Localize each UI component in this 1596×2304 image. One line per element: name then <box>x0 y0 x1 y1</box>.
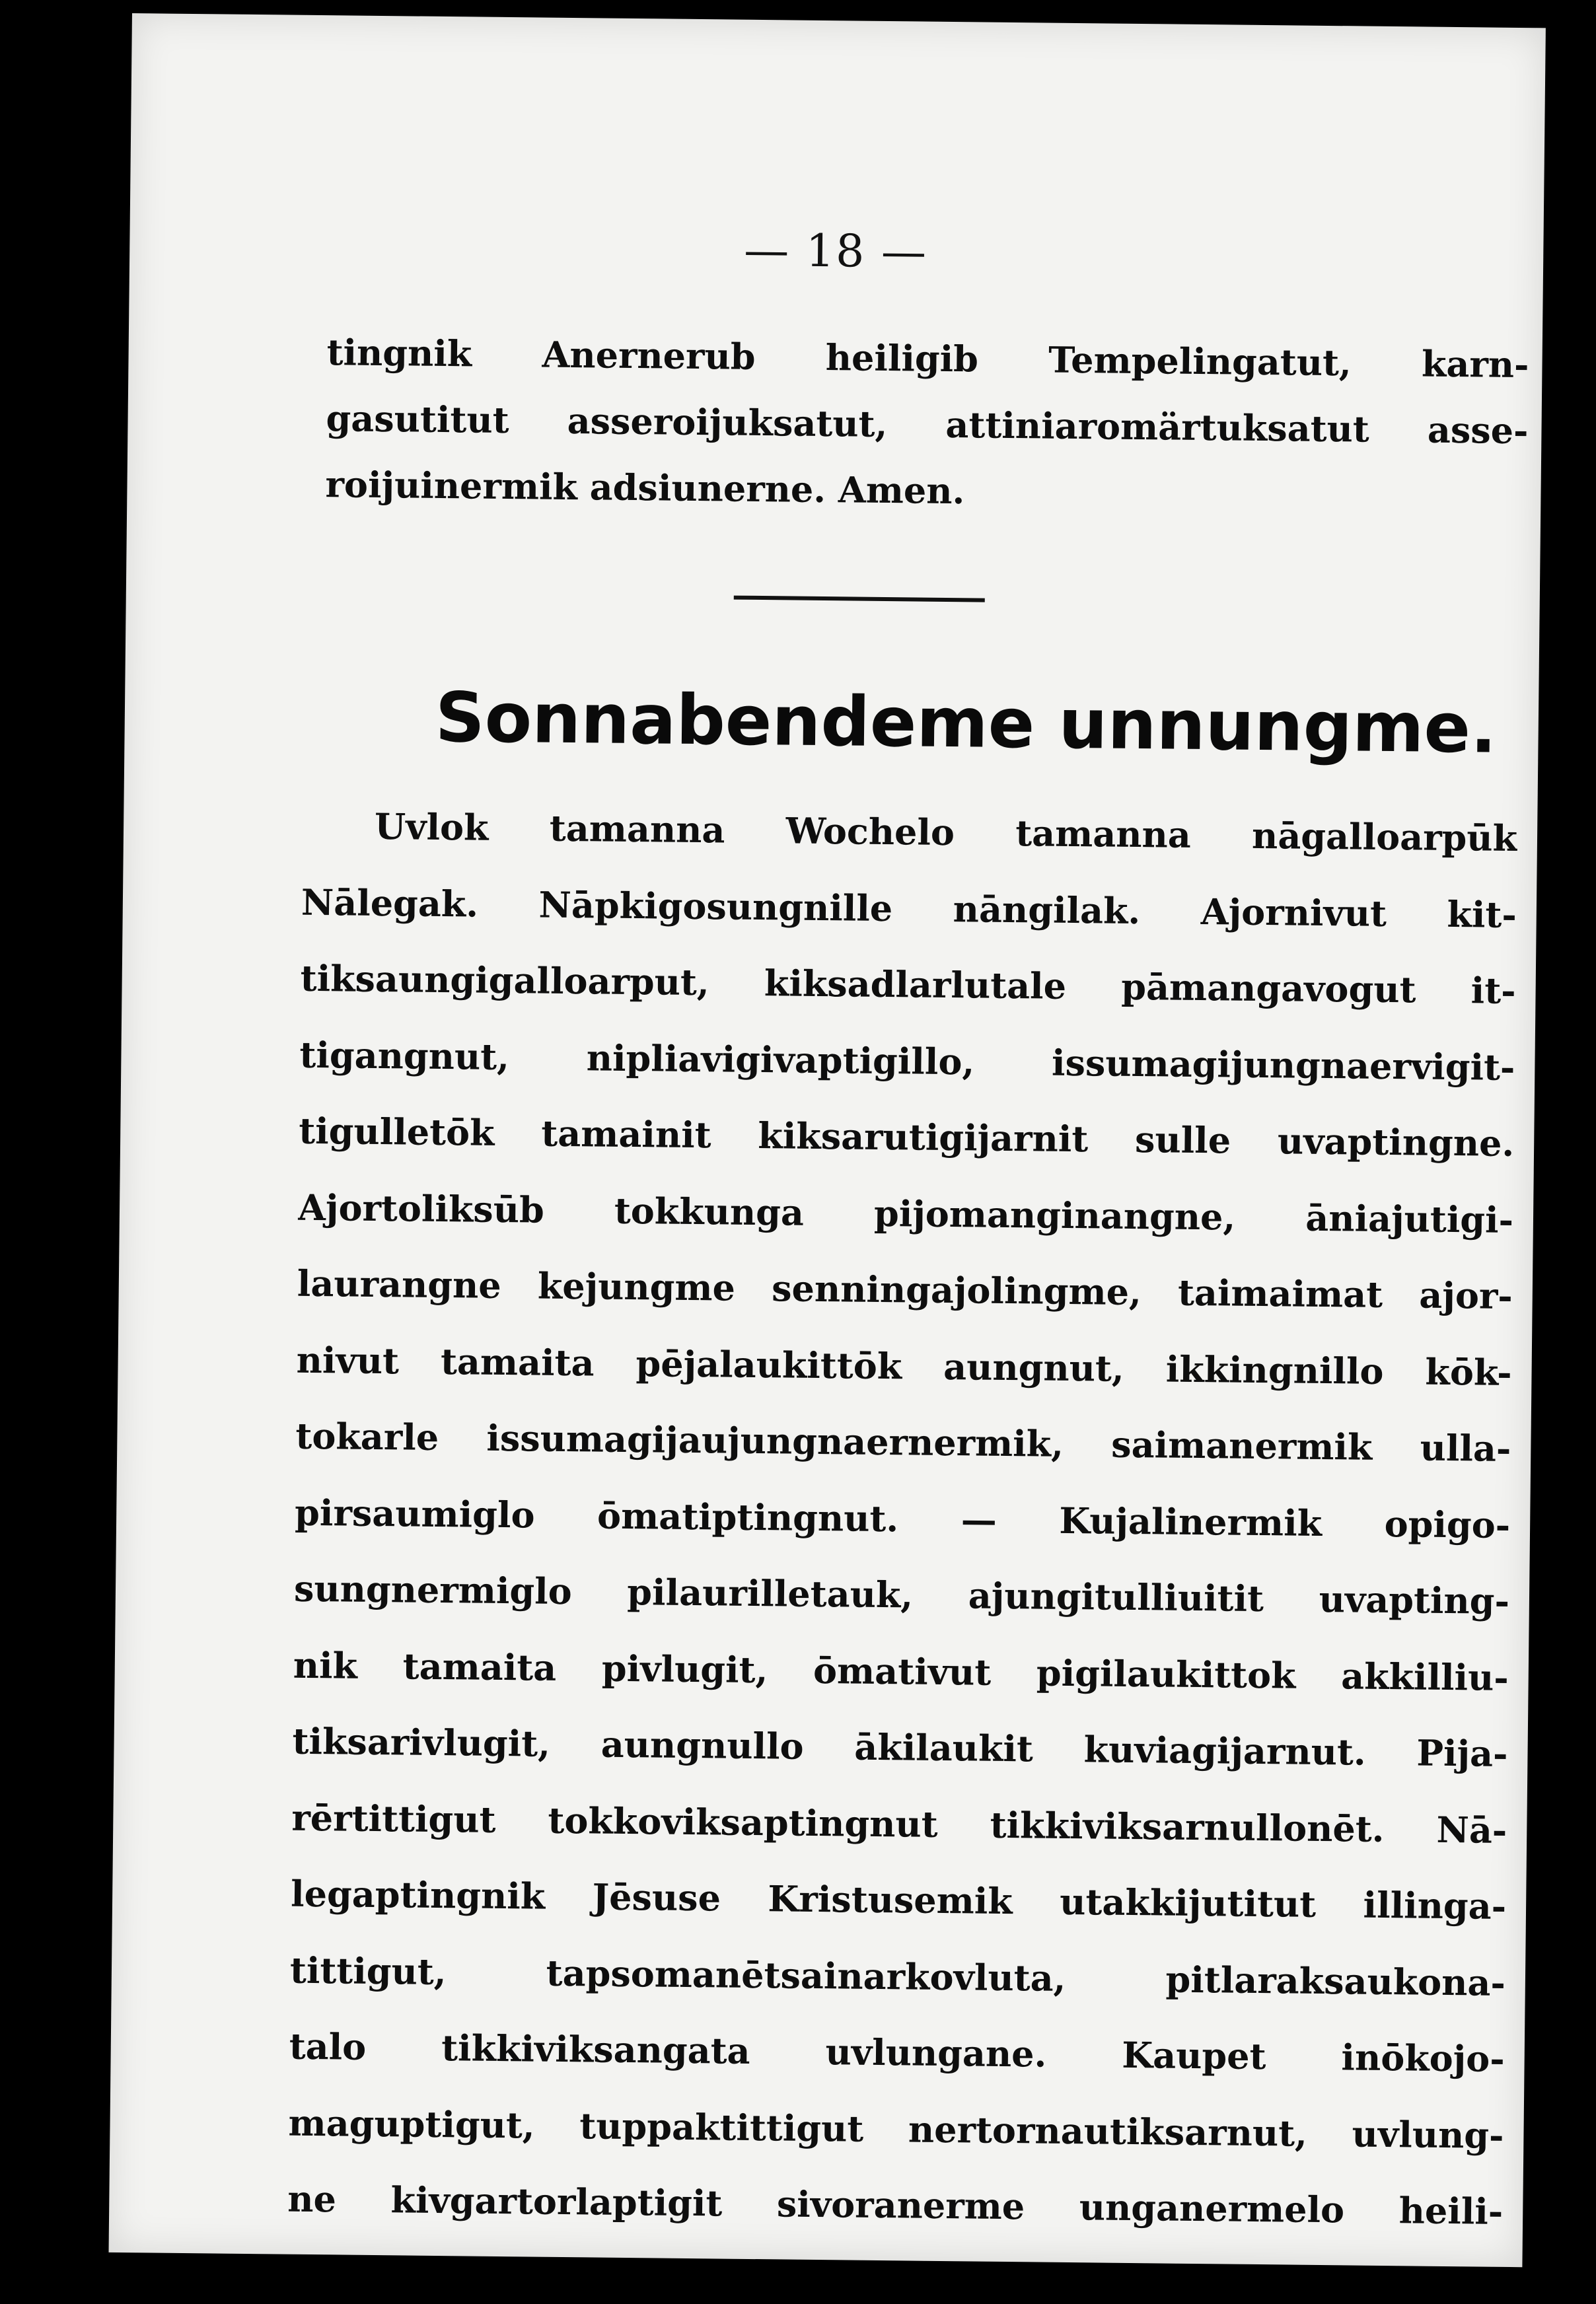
intro-paragraph <box>325 319 1529 530</box>
text-line: Uvlok tamanna Wochelo tamanna nāgalloarpūk <box>374 805 1518 860</box>
text-line: nik tamaita pivlugit, ōmativut pigilaukittok akkilliu- <box>293 1643 1509 1699</box>
text-line: pirsaumiglo ōmatiptingnut. — Kujalinermik opigo- <box>294 1491 1511 1546</box>
text-line: tokarle issumagijaujungnaernermik, saimanermik ulla- <box>295 1414 1511 1470</box>
section-heading: Sonnabendeme unnungme. <box>435 676 1498 769</box>
text-line: laurangne kejungme senningajolingme, taimaimat ajor- <box>297 1262 1513 1317</box>
text-line: tingnik Anernerub heiligib Tempelingatut, karn- <box>326 331 1529 386</box>
text-line: tittigut, tapsomanētsainarkovluta, pitlaraksaukona- <box>289 1949 1506 2004</box>
text-line: legaptingnik Jēsuse Kristusemik utakkijutitut illinga- <box>290 1872 1507 1927</box>
text-line: tiksaungigalloarput, kiksadlarlutale pāmangavogut it- <box>300 956 1516 1013</box>
text-line: roijuinermik adsiunerne. Amen. <box>325 463 965 513</box>
text-line: talo tikkiviksangata uvlungane. Kaupet inōkojo- <box>289 2025 1505 2080</box>
text-line: maguptigut, tuppaktittigut nertornautiksarnut, uvlung- <box>288 2101 1504 2157</box>
section-divider <box>734 596 985 602</box>
text-line: tigangnut, nipliavigivaptigillo, issumagijungnaervigit- <box>299 1033 1515 1089</box>
text-line: nivut tamaita pējalaukittōk aungnut, ikkingnillo kōk- <box>296 1338 1512 1394</box>
text-line: Ajortoliksūb tokkunga pijomanginangne, āniajutigi- <box>297 1186 1514 1241</box>
text-line: tigulletōk tamainit kiksarutigijarnit sulle uvaptingne. <box>298 1109 1515 1165</box>
body-paragraph <box>287 788 1518 2250</box>
text-line: tiksarivlugit, aungnullo ākilaukit kuviagijarnut. Pija- <box>292 1719 1508 1775</box>
text-line: sungnermiglo pilaurilletauk, ajungitulliuitit uvapting- <box>293 1567 1510 1622</box>
page-number: — 18 — <box>743 224 928 279</box>
book-page <box>109 13 1546 2267</box>
text-line: gasutitut asseroijuksatut, attiniaromärtuksatut asse- <box>326 397 1529 452</box>
text-line: ne kivgartorlaptigit sivoranerme unganermelo heili- <box>287 2177 1504 2233</box>
text-line: rērtittigut tokkoviksaptingnut tikkiviksarnullonēt. Nā- <box>291 1796 1507 1852</box>
text-line: Nālegak. Nāpkigosungnille nāngilak. Ajornivut kit- <box>301 881 1517 936</box>
